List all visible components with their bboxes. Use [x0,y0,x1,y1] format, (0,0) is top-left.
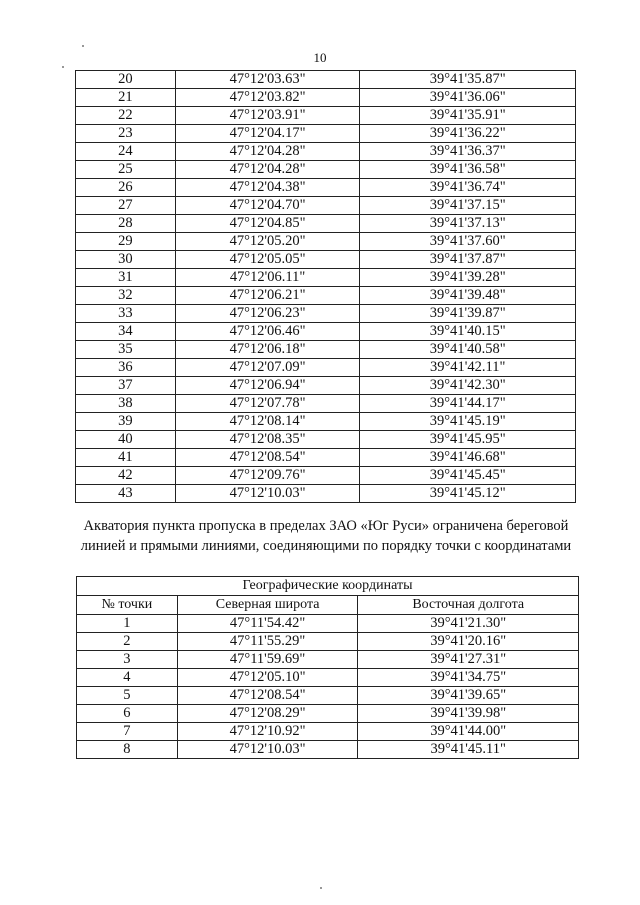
longitude-cell: 39°41'45.45" [360,467,576,485]
header-north-latitude: Северная широта [177,596,358,615]
point-number-cell: 21 [76,89,176,107]
latitude-cell: 47°12'06.11" [175,269,360,287]
latitude-cell: 47°12'05.10" [177,669,358,687]
table-row [76,179,576,197]
latitude-cell: 47°12'05.05" [175,251,360,269]
scan-speck [320,887,322,889]
table-row [77,633,579,651]
longitude-cell: 39°41'46.68" [360,449,576,467]
longitude-cell: 39°41'36.37" [360,143,576,161]
longitude-cell: 39°41'21.30" [358,615,579,633]
table-row [76,413,576,431]
longitude-cell: 39°41'44.00" [358,723,579,741]
latitude-cell: 47°12'04.85" [175,215,360,233]
scan-speck [82,45,84,47]
boundary-table-body [77,615,579,759]
latitude-cell: 47°12'10.92" [177,723,358,741]
point-number-cell: 5 [77,687,178,705]
latitude-cell: 47°12'06.18" [175,341,360,359]
longitude-cell: 39°41'36.58" [360,161,576,179]
table-row [76,143,576,161]
latitude-cell: 47°12'08.35" [175,431,360,449]
table-row [76,233,576,251]
page-number: 10 [313,50,327,65]
latitude-cell: 47°12'06.46" [175,323,360,341]
longitude-cell: 39°41'37.87" [360,251,576,269]
header-point-number: № точки [77,596,178,615]
boundary-description: Акватория пункта пропуска в пределах ЗАО «Юг Руси» ограничена береговой линией и прямыми линиями, соединяющими по порядку точки с координатами [80,518,572,554]
latitude-cell: 47°12'08.54" [175,449,360,467]
longitude-cell: 39°41'34.75" [358,669,579,687]
point-number-cell: 26 [76,179,176,197]
longitude-cell: 39°41'44.17" [360,395,576,413]
longitude-cell: 39°41'39.28" [360,269,576,287]
point-number-cell: 38 [76,395,176,413]
point-number-cell: 35 [76,341,176,359]
longitude-cell: 39°41'40.58" [360,341,576,359]
point-number-cell: 42 [76,467,176,485]
point-number-cell: 43 [76,485,176,503]
point-number-cell: 40 [76,431,176,449]
table-row [76,449,576,467]
point-number-cell: 32 [76,287,176,305]
latitude-cell: 47°11'55.29" [177,633,358,651]
table-row [76,323,576,341]
coordinates-table-body [76,71,576,503]
longitude-cell: 39°41'36.22" [360,125,576,143]
latitude-cell: 47°12'05.20" [175,233,360,251]
point-number-cell: 36 [76,359,176,377]
table-row [76,71,576,89]
latitude-cell: 47°12'07.78" [175,395,360,413]
latitude-cell: 47°12'04.38" [175,179,360,197]
latitude-cell: 47°12'08.29" [177,705,358,723]
latitude-cell: 47°12'10.03" [175,485,360,503]
table-row [77,615,579,633]
point-number-cell: 6 [77,705,178,723]
table-row [77,651,579,669]
table-row [76,107,576,125]
longitude-cell: 39°41'27.31" [358,651,579,669]
latitude-cell: 47°11'54.42" [177,615,358,633]
group-header: Географические координаты [77,577,579,596]
longitude-cell: 39°41'39.48" [360,287,576,305]
point-number-cell: 29 [76,233,176,251]
latitude-cell: 47°12'06.94" [175,377,360,395]
table-row [77,723,579,741]
latitude-cell: 47°12'04.70" [175,197,360,215]
table-row [76,125,576,143]
longitude-cell: 39°41'36.06" [360,89,576,107]
latitude-cell: 47°12'09.76" [175,467,360,485]
table-row [76,485,576,503]
longitude-cell: 39°41'37.60" [360,233,576,251]
longitude-cell: 39°41'37.15" [360,197,576,215]
longitude-cell: 39°41'39.87" [360,305,576,323]
point-number-cell: 41 [76,449,176,467]
longitude-cell: 39°41'39.98" [358,705,579,723]
point-number-cell: 3 [77,651,178,669]
table-row [76,251,576,269]
latitude-cell: 47°12'08.54" [177,687,358,705]
table-row [76,305,576,323]
latitude-cell: 47°12'06.21" [175,287,360,305]
point-number-cell: 27 [76,197,176,215]
point-number-cell: 37 [76,377,176,395]
table-row [76,287,576,305]
point-number-cell: 8 [77,741,178,759]
point-number-cell: 20 [76,71,176,89]
longitude-cell: 39°41'42.30" [360,377,576,395]
table-row [77,669,579,687]
point-number-cell: 1 [77,615,178,633]
point-number-cell: 23 [76,125,176,143]
table-row [76,467,576,485]
longitude-cell: 39°41'45.95" [360,431,576,449]
point-number-cell: 28 [76,215,176,233]
latitude-cell: 47°11'59.69" [177,651,358,669]
longitude-cell: 39°41'20.16" [358,633,579,651]
longitude-cell: 39°41'37.13" [360,215,576,233]
longitude-cell: 39°41'40.15" [360,323,576,341]
point-number-cell: 31 [76,269,176,287]
table-row [76,269,576,287]
latitude-cell: 47°12'04.17" [175,125,360,143]
point-number-cell: 2 [77,633,178,651]
coordinates-table-continued [75,70,576,503]
latitude-cell: 47°12'10.03" [177,741,358,759]
longitude-cell: 39°41'35.87" [360,71,576,89]
longitude-cell: 39°41'42.11" [360,359,576,377]
table-row [76,377,576,395]
table-row [76,197,576,215]
table-row [77,705,579,723]
longitude-cell: 39°41'45.19" [360,413,576,431]
boundary-coordinates-table [76,576,579,759]
latitude-cell: 47°12'06.23" [175,305,360,323]
longitude-cell: 39°41'39.65" [358,687,579,705]
longitude-cell: 39°41'45.12" [360,485,576,503]
latitude-cell: 47°12'04.28" [175,143,360,161]
latitude-cell: 47°12'03.63" [175,71,360,89]
point-number-cell: 22 [76,107,176,125]
scan-speck [62,66,64,68]
latitude-cell: 47°12'03.91" [175,107,360,125]
point-number-cell: 33 [76,305,176,323]
table-row [76,395,576,413]
point-number-cell: 34 [76,323,176,341]
point-number-cell: 24 [76,143,176,161]
point-number-cell: 4 [77,669,178,687]
longitude-cell: 39°41'36.74" [360,179,576,197]
table-row [76,161,576,179]
longitude-cell: 39°41'35.91" [360,107,576,125]
table-row [76,89,576,107]
point-number-cell: 7 [77,723,178,741]
longitude-cell: 39°41'45.11" [358,741,579,759]
table-row [76,431,576,449]
table-row [77,687,579,705]
point-number-cell: 39 [76,413,176,431]
latitude-cell: 47°12'04.28" [175,161,360,179]
table-row [76,341,576,359]
header-east-longitude: Восточная долгота [358,596,579,615]
latitude-cell: 47°12'08.14" [175,413,360,431]
point-number-cell: 30 [76,251,176,269]
table-row [76,359,576,377]
latitude-cell: 47°12'03.82" [175,89,360,107]
latitude-cell: 47°12'07.09" [175,359,360,377]
table-row [76,215,576,233]
table-row [77,741,579,759]
point-number-cell: 25 [76,161,176,179]
